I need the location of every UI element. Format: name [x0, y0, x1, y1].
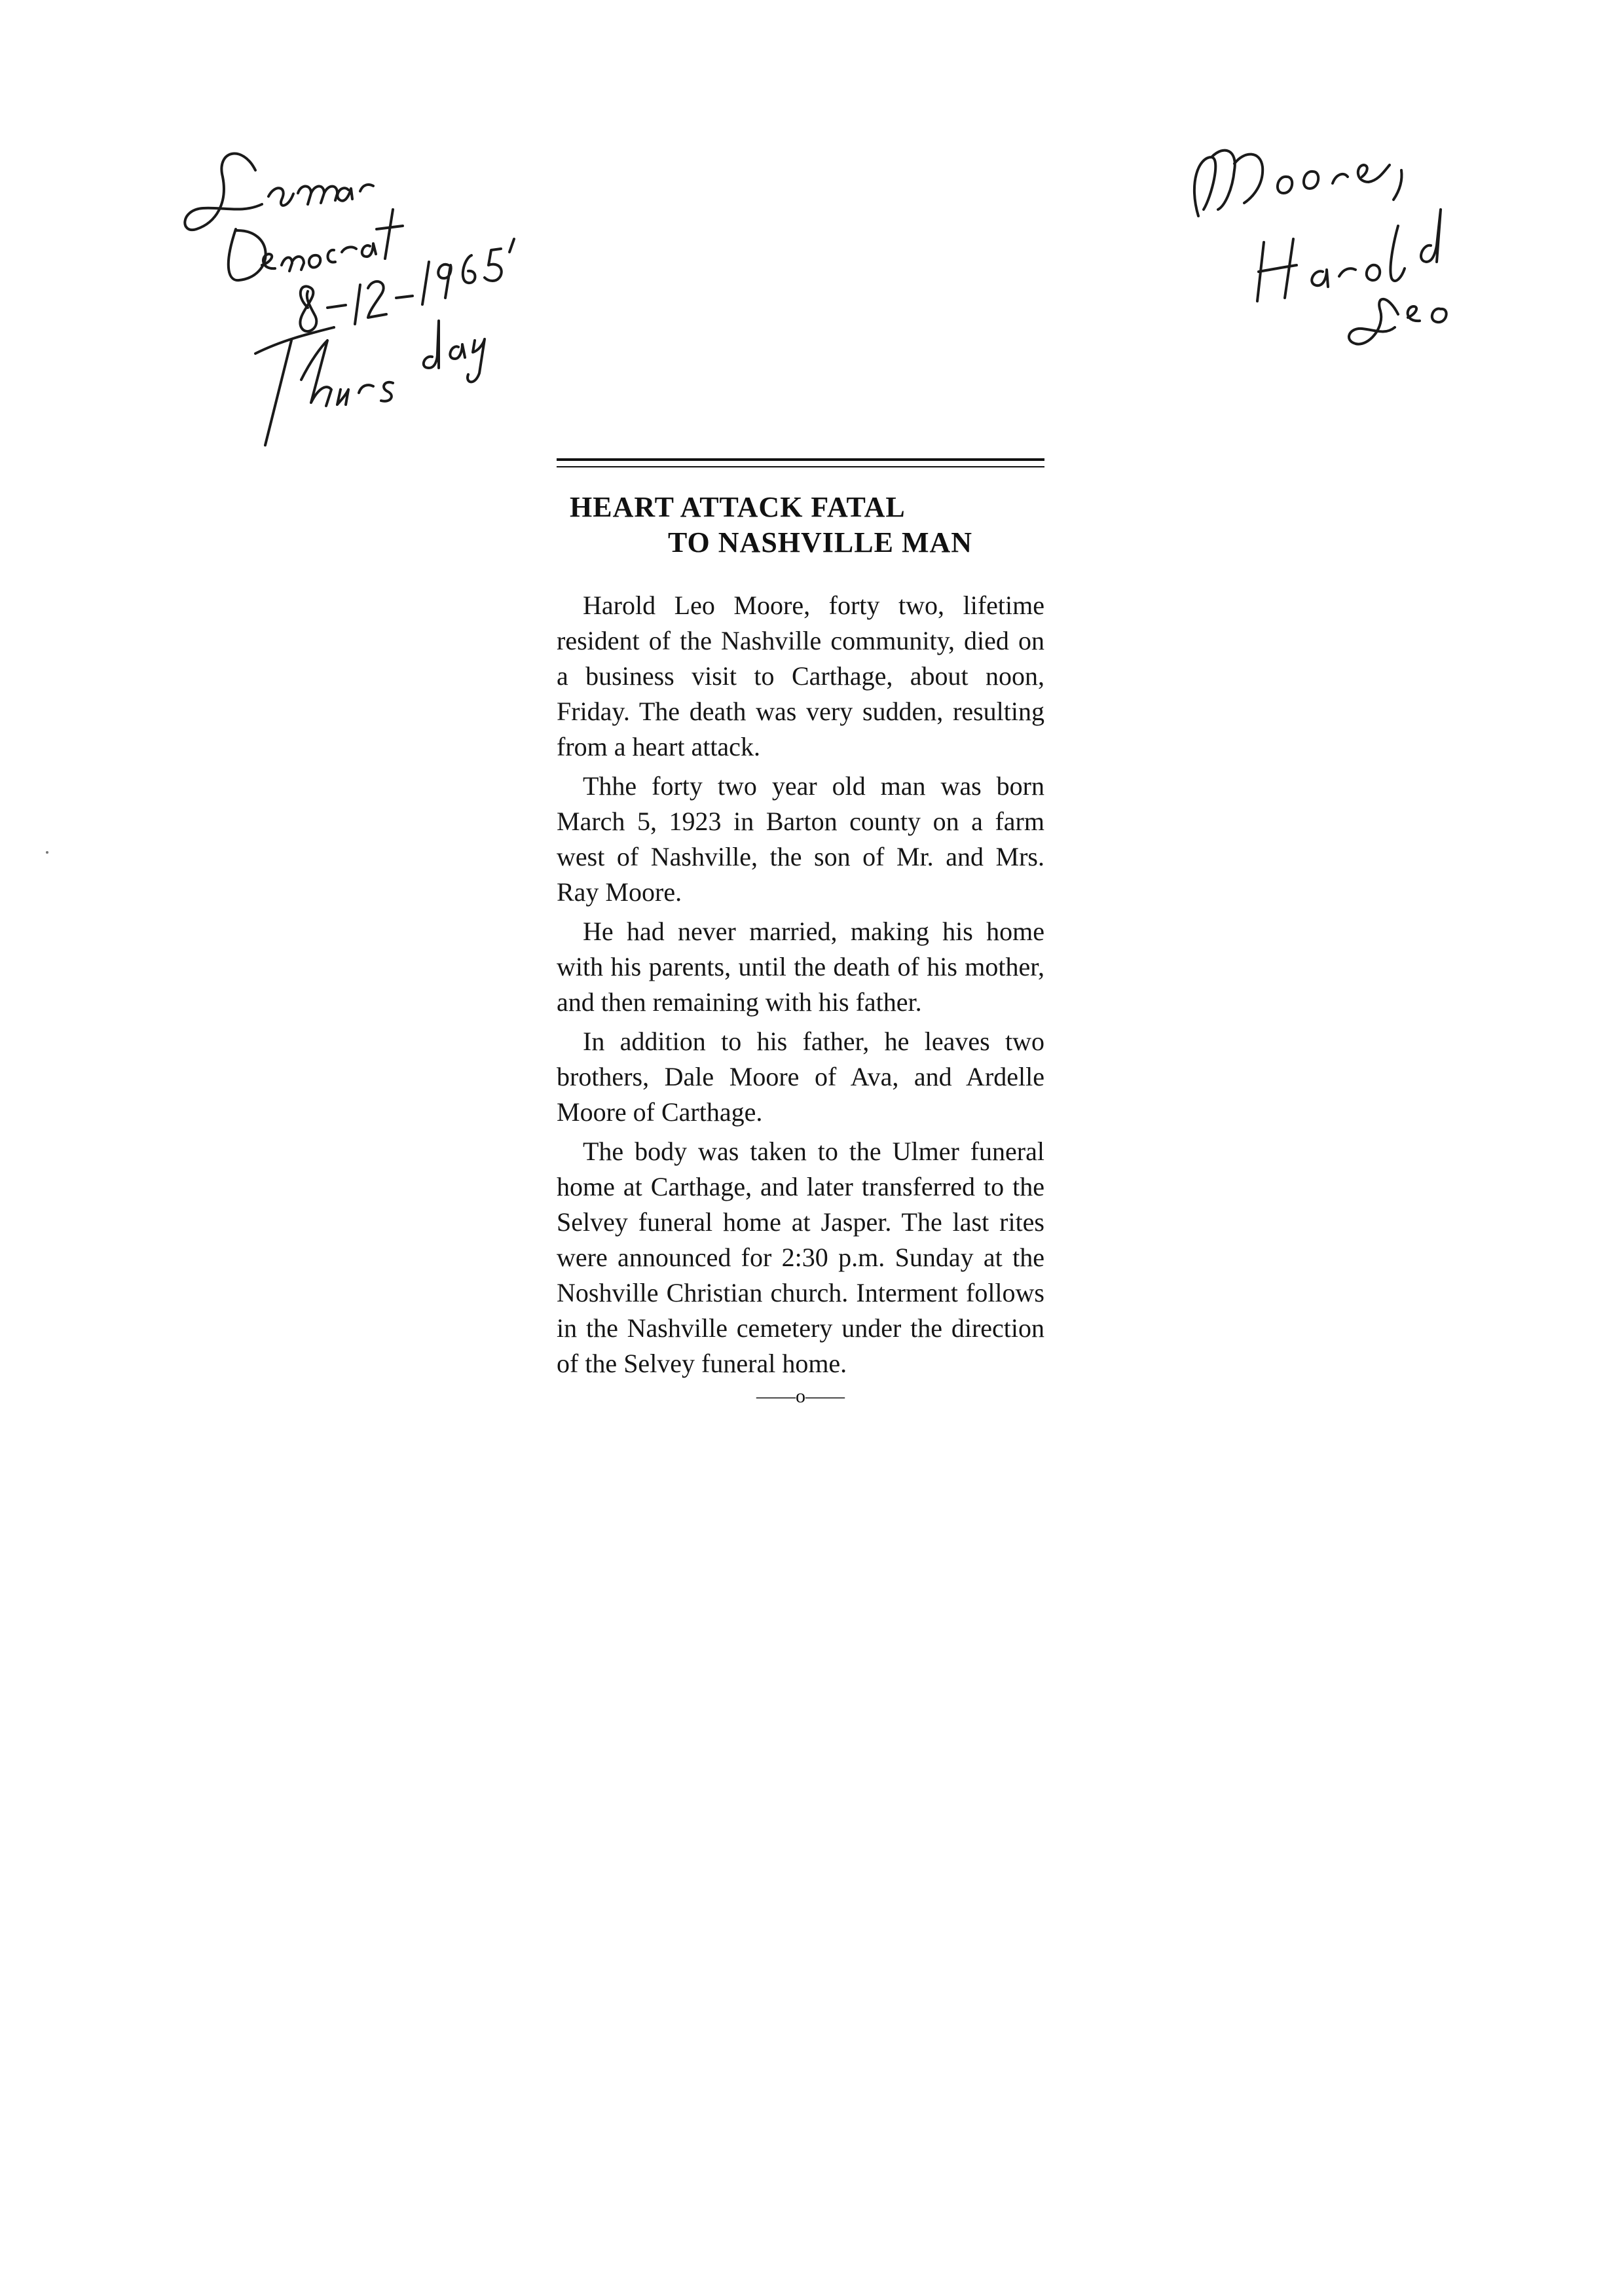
- article-paragraph: He had never married, making his home with his parents, until the death of his mother, and then remaining with his father.: [557, 917, 1044, 1017]
- handwritten-source-note: [177, 131, 544, 458]
- article-body: [557, 588, 1044, 1381]
- article-headline: [557, 490, 1044, 560]
- article-paragraph: The body was taken to the Ulmer funeral home at Carthage, and later transferred to the Selvey funeral home at Jasper. The last rites were announced for 2:30 p.m. Sunday at the Noshville Christian church. Interment follows in the Nashville cemetery under the direction of the Selvey funeral home.: [557, 1137, 1044, 1378]
- scan-speck: [46, 851, 48, 854]
- handwriting-right-graphic: [1172, 131, 1486, 354]
- top-rule-thick: [557, 458, 1044, 461]
- headline-line-2: TO NASHVILLE MAN: [668, 526, 973, 558]
- article-end-mark: ——o——: [756, 1385, 845, 1407]
- article-paragraph: In addition to his father, he leaves two brothers, Dale Moore of Ava, and Ardelle Moore of Carthage.: [557, 1027, 1044, 1127]
- newspaper-clipping: [557, 458, 1044, 1408]
- top-rule-thin: [557, 466, 1044, 467]
- article-paragraph: Thhe forty two year old man was born March 5, 1923 in Barton county on a farm west of Nashville, the son of Mr. and Mrs. Ray Moore.: [557, 771, 1044, 907]
- article-paragraph: Harold Leo Moore, forty two, lifetime resident of the Nashville community, died on a business visit to Carthage, about noon, Friday. The death was very sudden, resulting from a heart attack.: [557, 591, 1044, 761]
- handwritten-name-note: [1172, 131, 1486, 354]
- headline-line-1: HEART ATTACK FATAL: [570, 491, 906, 523]
- handwriting-left-graphic: [177, 131, 544, 458]
